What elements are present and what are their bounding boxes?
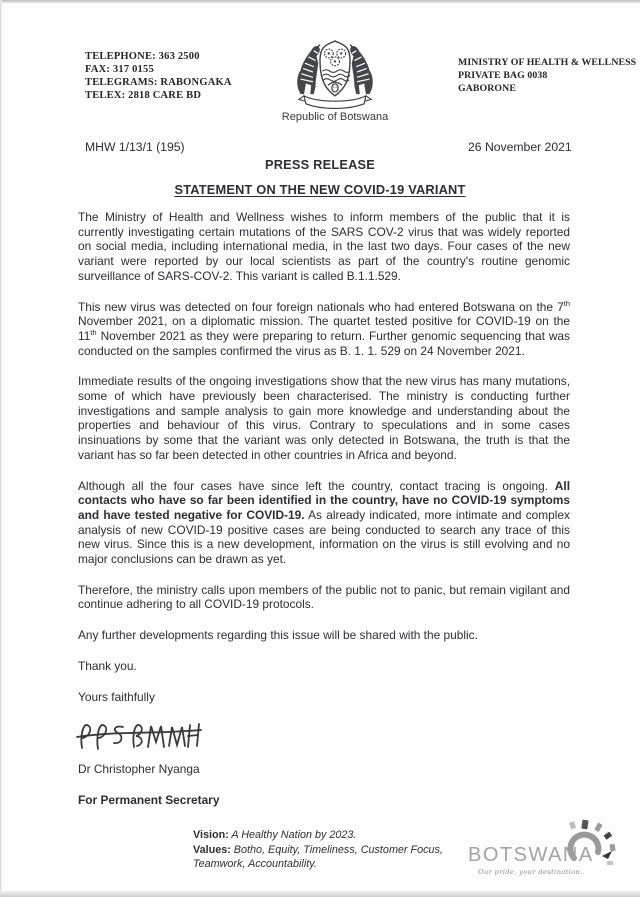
telex-line: TELEX: 2818 CARE BD: [85, 90, 202, 101]
telegrams-line: TELEGRAMS: RABONGAKA: [85, 77, 232, 88]
logo-wordmark: BOTSWANA: [468, 844, 594, 866]
vision-text: A Healthy Nation by 2023.: [228, 829, 357, 841]
header-contact-block: [85, 50, 232, 102]
ordinal-superscript: th: [90, 327, 97, 337]
ministry-postal: PRIVATE BAG 0038: [458, 70, 548, 81]
fax-line: FAX: 317 0155: [85, 64, 154, 75]
document-date: 26 November 2021: [468, 140, 572, 154]
statement-title: [0, 182, 640, 197]
paragraph-4-text-b: As already indicated, more intimate and complex analysis of new COVID-19 positive cases are being conducted to search any trace of this new virus. Since this is a new development, information on the virus is still evolving and no major conclusions can be drawn as yet.: [78, 507, 570, 567]
emblem-block: [268, 34, 402, 123]
ordinal-superscript: th: [563, 298, 570, 308]
paragraph-2-text-c: November 2021 as they were preparing to return. Further genomic sequencing that was conducted on the samples confirmed the virus as B. 1. 1. 529 on 24 November 2021.: [78, 328, 570, 358]
paragraph-6: [78, 628, 570, 643]
vision-label: Vision:: [193, 829, 229, 841]
ministry-city: GABORONE: [458, 83, 516, 94]
paragraph-3: [78, 374, 570, 462]
values-label: Values:: [193, 843, 231, 856]
paragraph-1: [78, 210, 570, 284]
handwritten-signature-icon: [74, 716, 204, 758]
paragraph-4-text-a: Although all the four cases have since left the country, contact tracing is ongoing.: [78, 478, 555, 493]
paragraph-5-text: Therefore, the ministry calls upon members of the public not to panic, but remain vigilant and continue adhering to all COVID-19 protocols.: [78, 582, 570, 612]
botswana-tourism-logo: [466, 818, 631, 888]
document-body: [78, 210, 570, 823]
logo-tagline: Our pride, your destination.: [478, 868, 583, 876]
paragraph-2-text-a: This new virus was detected on four foreign nationals who had entered Botswana on the 7: [78, 299, 564, 314]
press-release-title: PRESS RELEASE: [265, 157, 375, 172]
paragraph-4-bold-statement: All contacts who have so far been identified in the country, have no COVID-19 symptoms and have tested negative for COVID-19.: [78, 478, 570, 522]
paragraph-1-text: The Ministry of Health and Wellness wishes to inform members of the public that it is currently investigating certain mutations of the SARS COV-2 virus that was widely reported on social media, including international media, in the last two days. Four cases of the new variant were reported by our local scientists as part of the country's routine genomic surveillance of SARS-COV-2. This variant is called B.1.1.529.: [78, 210, 570, 283]
botswana-coat-of-arms-icon: [277, 34, 393, 110]
signatory-name: Dr Christopher Nyanga: [78, 761, 200, 776]
emblem-caption: Republic of Botswana: [281, 111, 389, 123]
scan-edge-top: [0, 0, 640, 3]
paragraph-5: [78, 583, 570, 612]
values-text: Botho, Equity, Timeliness, Customer Focus, Teamwork, Accountability.: [193, 843, 443, 870]
signatory-title: For Permanent Secretary: [78, 792, 220, 807]
telephone-line: TELEPHONE: 363 2500: [85, 51, 200, 62]
paragraph-6-text: Any further developments regarding this issue will be shared with the public.: [78, 628, 478, 643]
reference-number: MHW 1/13/1 (195): [85, 140, 185, 154]
scan-edge-bottom: [0, 891, 640, 897]
paragraph-4: [78, 479, 570, 567]
closing-thanks: [78, 659, 570, 674]
scan-edge-left: [0, 0, 2, 897]
footer-vision-values: [193, 828, 495, 872]
closing-salutation-text: Yours faithfully: [78, 689, 155, 704]
closing-salutation: [78, 690, 570, 705]
header-ministry-block: [458, 56, 636, 95]
paragraph-2: [78, 300, 570, 359]
statement-title-text: STATEMENT ON THE NEW COVID-19 VARIANT: [174, 182, 466, 197]
paragraph-2-text-b: November 2021, on a diplomatic mission. The quartet tested positive for COVID-19 on the 11: [78, 314, 570, 343]
ministry-name: MINISTRY OF HEALTH & WELLNESS: [458, 57, 637, 68]
closing-thanks-text: Thank you.: [78, 658, 137, 673]
paragraph-3-text: Immediate results of the ongoing investigations show that the new virus has many mutations, some of which have previously been characterised. The ministry is conducting further investigations and sample analysis to gain more knowledge and understanding about the properties and behaviour of this virus. Contrary to speculations and in some cases insinuations by some that the variant was only detected in Botswana, the truth is that the variant has so far been detected in other countries in Africa and beyond.: [78, 374, 570, 462]
